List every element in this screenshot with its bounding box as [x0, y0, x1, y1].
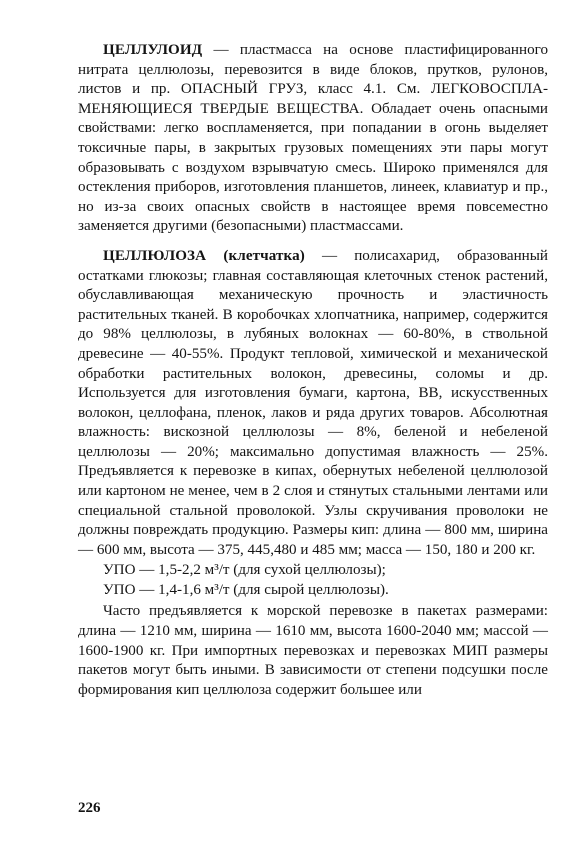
upo-line-wet: УПО — 1,4-1,6 м³/т (для сырой целлюлозы).	[103, 582, 389, 599]
entry-term: ЦЕЛЛУЛОИД	[103, 42, 203, 58]
upo-line-dry: УПО — 1,5-2,2 м³/т (для сухой целлюлозы);	[103, 562, 386, 579]
text-column	[78, 41, 548, 700]
entry-text: — полисахарид, образованный остатками глюкозы; главная составляющая клеточных стенок растений, обуславливающая механическую прочность и эластичность растительных тканей. В коробочках хлопчатника, например, содержится до 98% целлюлозы, в лубяных волокнах — 60-80%, в ствольной древесине — 40-55%. Продукт тепловой, химической и механической обработки растительных волокон, древесины, соломы и др. Используется для изготовления бумаги, картона, ВВ, искусственных волокон, целлофана, пленок, лаков и ряда других товаров. Абсолютная влажность: вискозной целлюлозы — 8%, беленой и небеленой целлюлозы — 20%; максимально допустимая влажность — 25%. Предъявляется к перевозке в кипах, обернутых небеленой целлюлозой или картоном не менее, чем в 2 слоя и стянутых стальными лентами или специальной стальной проволокой. Узлы скручивания проволоки не должны повреждать продукцию. Размеры кип: длина — 800 мм, ширина — 600 мм, высота — 375, 445,480 и 485 мм; масса — 150, 180 и 200 кг.	[78, 247, 548, 558]
entry-continuation: Часто предъявляется к морской перевозке в пакетах размерами: длина — 1210 мм, ширина — 1610 мм, высота 1600-2040 мм; массой — 1600-1900 кг. При импортных перевозках и перевозках МИП размеры пакетов могут быть иными. В зависимости от степени подсушки после формирования кип целлюлоза содержит большее или	[78, 603, 548, 698]
entry-paragraph	[78, 247, 548, 561]
entry-text: — пластмасса на основе пластифицированного нитрата целлюлозы, перевозится в виде блоков, прутков, рулонов, листов и пр. ОПАСНЫЙ ГРУЗ, класс 4.1. См. ЛЕГКОВОСПЛАМЕНЯЮЩИЕСЯ ТВЕРДЫЕ ВЕЩЕСТВА. Обладает очень опасными свойствами: легко воспламеняется, при попадании в огонь выделяет токсичные пары, в закрытых грузовых помещениях эти пары могут образовывать с воздухом взрывчатую смесь. Широко применялся для остекления приборов, изготовления планшетов, линеек, клавиатур и пр., но из-за своих опасных свойств в настоящее время повсеместно заменяется другими (безопасными) пластмассами.	[78, 42, 548, 235]
entry-celluloid	[78, 41, 548, 237]
page-number: 226	[78, 800, 101, 816]
entry-term: ЦЕЛЛЮЛОЗА (клетчатка)	[103, 247, 305, 264]
entry-paragraph	[78, 41, 548, 237]
upo-lines	[78, 560, 548, 600]
entry-cellulose	[78, 247, 548, 700]
